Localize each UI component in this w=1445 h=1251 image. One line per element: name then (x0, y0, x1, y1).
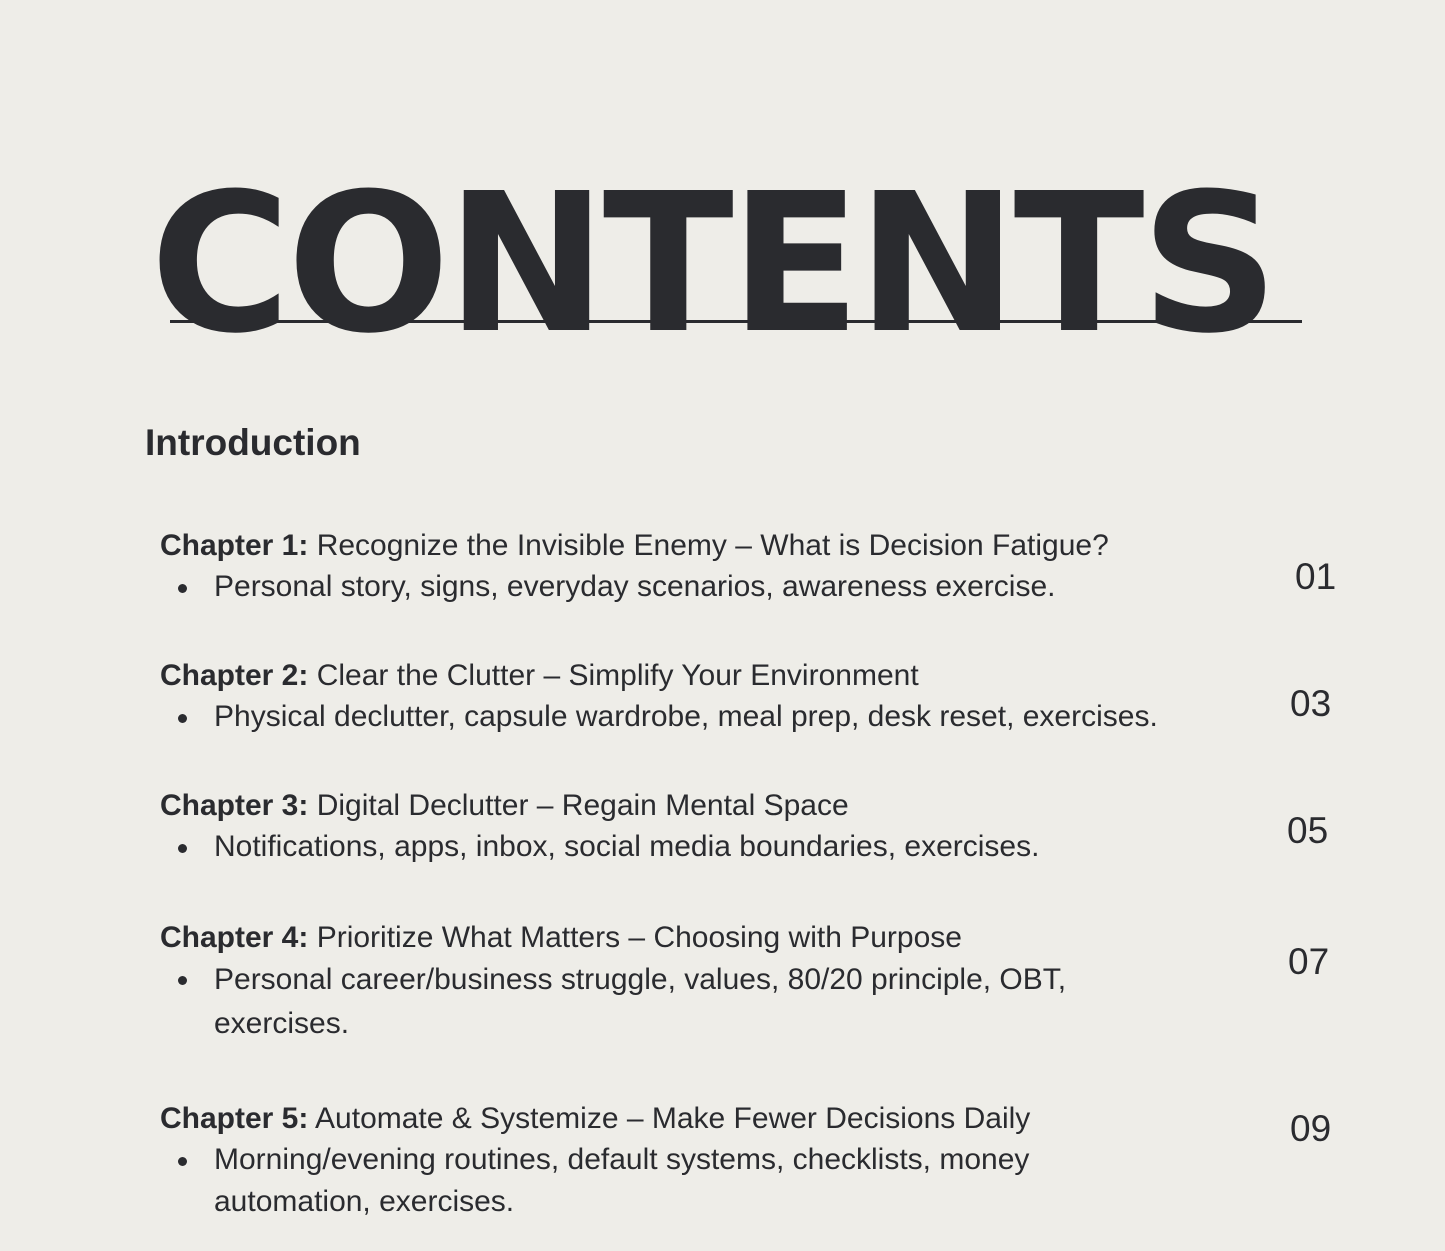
chapter-label: Chapter 1: (160, 529, 309, 562)
page-number-chapter-4: 07 (1288, 941, 1330, 982)
chapter-summary-item (214, 1139, 1124, 1223)
bullet-icon (178, 844, 187, 853)
chapter-heading (160, 786, 1360, 826)
chapter-summary-item (214, 958, 1114, 1046)
bullet-icon (178, 714, 187, 723)
page-number-chapter-3: 05 (1287, 810, 1329, 851)
chapter-heading (160, 656, 1360, 696)
chapter-summary-item (214, 826, 1244, 868)
chapter-label: Chapter 2: (160, 659, 309, 692)
bullet-icon (178, 976, 187, 985)
chapter-title: Prioritize What Matters – Choosing with Purpose (316, 921, 962, 954)
page-number-chapter-1: 01 (1295, 556, 1337, 597)
toc-entry-chapter-4[interactable] (160, 918, 1360, 1046)
chapter-title: Recognize the Invisible Enemy – What is Decision Fatigue? (316, 529, 1109, 562)
chapter-title: Automate & Systemize – Make Fewer Decisions Daily (315, 1102, 1031, 1135)
chapter-summary: Morning/evening routines, default systems, checklists, money automation, exercises. (214, 1143, 1030, 1218)
chapter-summary-item (214, 696, 1244, 738)
toc-entry-chapter-5[interactable] (160, 1099, 1360, 1223)
toc-entry-chapter-1[interactable] (160, 526, 1360, 608)
chapter-heading (160, 918, 1360, 958)
chapter-title: Clear the Clutter – Simplify Your Environment (316, 659, 919, 692)
chapter-label: Chapter 5: (160, 1102, 309, 1135)
bullet-icon (178, 1157, 187, 1166)
chapter-summary: Personal career/business struggle, values, 80/20 principle, OBT, exercises. (214, 963, 1067, 1040)
page-number-chapter-5: 09 (1290, 1108, 1332, 1149)
chapter-summary: Personal story, signs, everyday scenarios, awareness exercise. (214, 570, 1056, 603)
chapter-summary: Notifications, apps, inbox, social media boundaries, exercises. (214, 830, 1040, 863)
chapter-heading (160, 526, 1360, 566)
bullet-icon (178, 584, 187, 593)
page-number-chapter-2: 03 (1290, 683, 1332, 724)
chapter-heading (160, 1099, 1360, 1139)
introduction-heading: Introduction (145, 422, 361, 463)
page-title: CONTENTS (150, 153, 1275, 376)
chapter-label: Chapter 3: (160, 789, 309, 822)
chapter-summary: Physical declutter, capsule wardrobe, meal prep, desk reset, exercises. (214, 700, 1158, 733)
chapter-summary-item (214, 566, 1244, 608)
toc-entry-chapter-2[interactable] (160, 656, 1360, 738)
chapter-label: Chapter 4: (160, 921, 309, 954)
chapter-title: Digital Declutter – Regain Mental Space (316, 789, 849, 822)
toc-entry-chapter-3[interactable] (160, 786, 1360, 868)
